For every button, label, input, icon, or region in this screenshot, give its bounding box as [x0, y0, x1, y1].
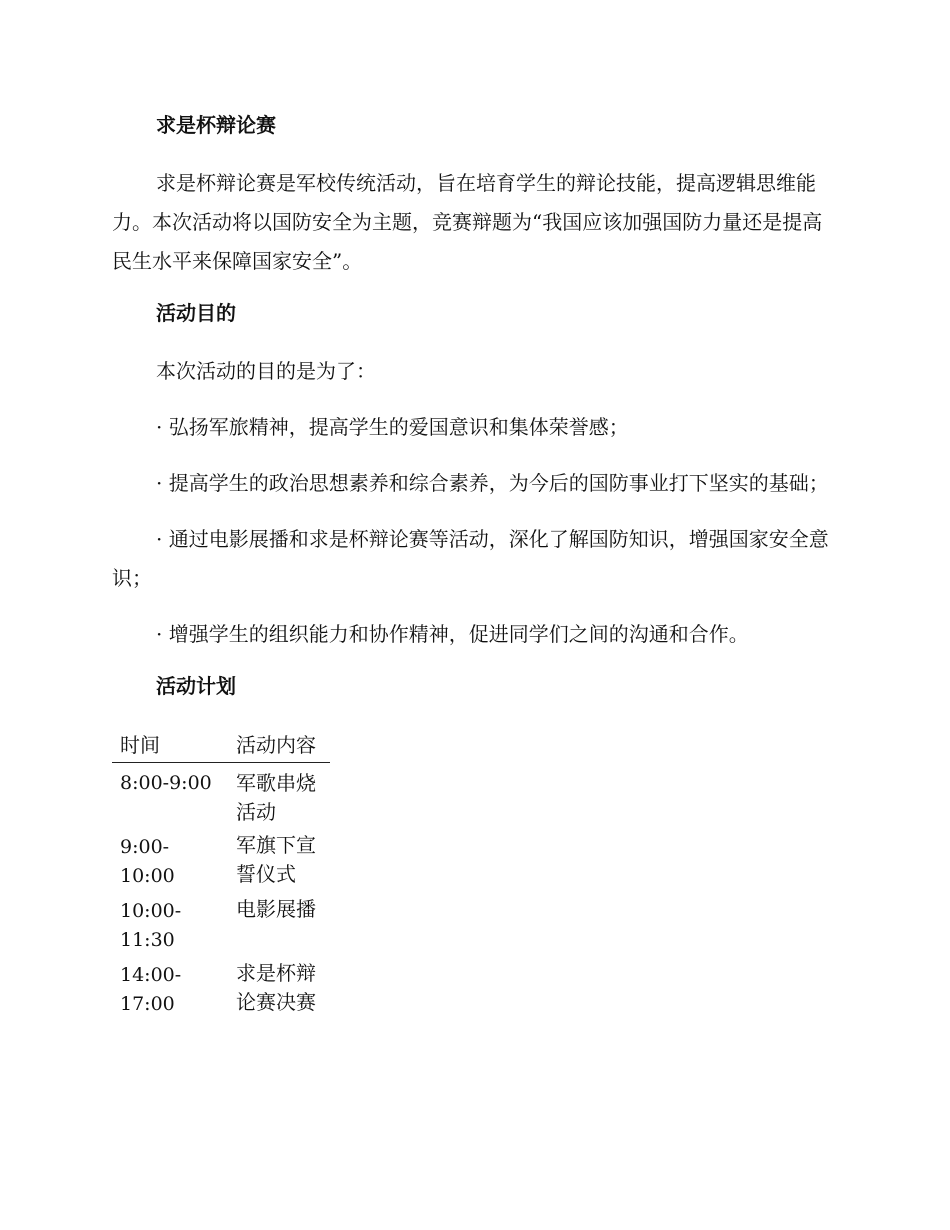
table-row [112, 831, 330, 895]
purpose-intro: 本次活动的目的是为了： [156, 359, 376, 383]
table-header-row [112, 724, 330, 763]
purpose-bullet: · 提高学生的政治思想素养和综合素养，为今后的国防事业打下坚实的基础； [156, 471, 829, 495]
time-cell: 8:00-9:00 [120, 772, 212, 794]
table-row [112, 895, 330, 959]
column-header-time: 时间 [112, 724, 228, 763]
section-heading-plan: 活动计划 [156, 674, 236, 698]
section-heading-debate: 求是杯辩论赛 [156, 113, 276, 137]
purpose-bullet: · 增强学生的组织能力和协作精神，促进同学们之间的沟通和合作。 [156, 622, 749, 646]
activity-cell: 军歌串烧活动 [236, 771, 316, 824]
time-cell: 9:00-10:00 [120, 836, 175, 887]
activity-cell: 求是杯辩论赛决赛 [236, 961, 316, 1014]
time-cell: 10:00-11:30 [120, 900, 182, 951]
purpose-bullet: · 通过电影展播和求是杯辩论赛等活动，深化了解国防知识，增强国家安全意识； [112, 527, 829, 590]
schedule-table [112, 724, 330, 1023]
table-row [112, 763, 330, 832]
time-cell: 14:00-17:00 [120, 964, 182, 1015]
column-header-activity: 活动内容 [228, 724, 330, 763]
table-row [112, 959, 330, 1023]
document-body [112, 110, 832, 1023]
activity-cell: 电影展播 [236, 897, 316, 921]
debate-paragraph: 求是杯辩论赛是军校传统活动，旨在培育学生的辩论技能，提高逻辑思维能力。本次活动将以国防安全为主题，竞赛辩题为“我国应该加强国防力量还是提高民生水平来保障国家安全”。 [112, 171, 823, 273]
activity-cell: 军旗下宣誓仪式 [236, 833, 316, 886]
section-heading-purpose: 活动目的 [156, 301, 236, 325]
purpose-bullet: · 弘扬军旅精神，提高学生的爱国意识和集体荣誉感； [156, 415, 629, 439]
